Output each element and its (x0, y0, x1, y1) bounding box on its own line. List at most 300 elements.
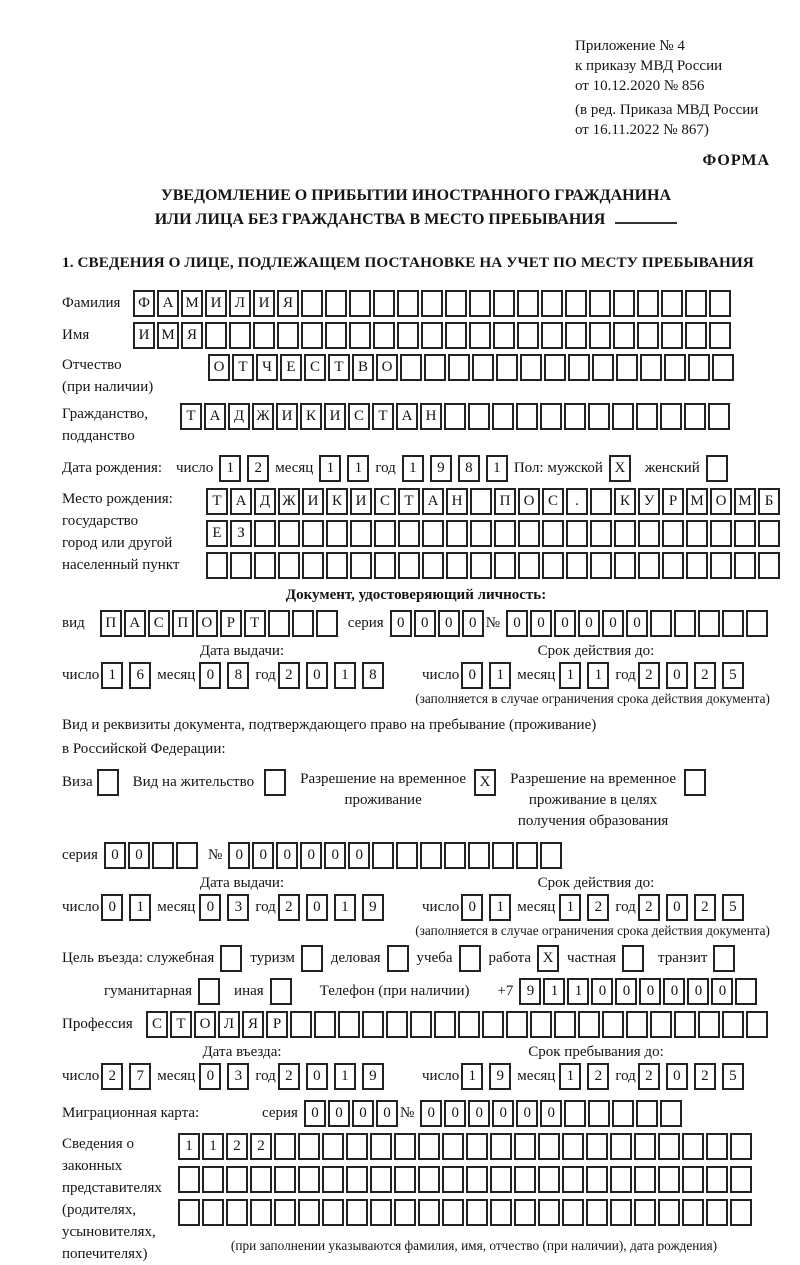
char-box[interactable]: Т (372, 403, 394, 430)
char-box[interactable] (661, 322, 683, 349)
char-box[interactable]: 1 (319, 455, 341, 482)
char-box[interactable] (638, 552, 660, 579)
other-purpose-checkbox[interactable] (270, 978, 292, 1005)
char-box[interactable] (97, 769, 119, 796)
transit-checkbox[interactable] (713, 945, 735, 972)
char-box[interactable]: 1 (587, 662, 609, 689)
char-box[interactable]: 1 (202, 1133, 224, 1160)
char-box[interactable] (586, 1166, 608, 1193)
char-box[interactable] (662, 520, 684, 547)
char-box[interactable] (516, 403, 538, 430)
char-box[interactable]: Ф (133, 290, 155, 317)
char-box[interactable] (314, 1011, 336, 1038)
char-box[interactable]: 9 (430, 455, 452, 482)
char-box[interactable] (709, 322, 731, 349)
char-box[interactable] (374, 520, 396, 547)
permit-issue-day-boxes[interactable] (101, 894, 157, 921)
char-box[interactable] (418, 1133, 440, 1160)
char-box[interactable] (400, 354, 422, 381)
char-box[interactable] (277, 322, 299, 349)
char-box[interactable]: А (230, 488, 252, 515)
char-box[interactable] (278, 552, 300, 579)
char-box[interactable] (394, 1199, 416, 1226)
char-box[interactable] (686, 520, 708, 547)
char-box[interactable] (613, 290, 635, 317)
char-box[interactable] (316, 610, 338, 637)
char-box[interactable] (442, 1166, 464, 1193)
char-box[interactable] (230, 552, 252, 579)
char-box[interactable]: 0 (300, 842, 322, 869)
char-box[interactable]: И (253, 290, 275, 317)
char-box[interactable]: 0 (639, 978, 661, 1005)
char-box[interactable]: . (566, 488, 588, 515)
sex-female-checkbox[interactable] (706, 455, 728, 482)
char-box[interactable] (178, 1166, 200, 1193)
char-box[interactable]: Т (328, 354, 350, 381)
char-box[interactable] (250, 1199, 272, 1226)
char-box[interactable]: 9 (362, 894, 384, 921)
char-box[interactable] (578, 1011, 600, 1038)
char-box[interactable]: 8 (227, 662, 249, 689)
char-box[interactable]: 1 (567, 978, 589, 1005)
permit-expiry-year-boxes[interactable] (638, 894, 750, 921)
char-box[interactable] (706, 1133, 728, 1160)
char-box[interactable] (713, 945, 735, 972)
temp-permit-checkbox[interactable] (474, 769, 496, 796)
char-box[interactable] (490, 1199, 512, 1226)
char-box[interactable] (542, 552, 564, 579)
char-box[interactable] (326, 552, 348, 579)
char-box[interactable] (746, 1011, 768, 1038)
char-box[interactable] (735, 978, 757, 1005)
char-box[interactable] (682, 1133, 704, 1160)
char-box[interactable] (640, 354, 662, 381)
char-box[interactable] (253, 322, 275, 349)
char-box[interactable]: Н (420, 403, 442, 430)
char-box[interactable]: К (326, 488, 348, 515)
char-box[interactable] (686, 552, 708, 579)
char-box[interactable] (274, 1133, 296, 1160)
patronymic-boxes[interactable] (208, 354, 736, 381)
char-box[interactable] (387, 945, 409, 972)
char-box[interactable]: 0 (444, 1100, 466, 1127)
birthplace-line2-boxes[interactable] (206, 520, 782, 547)
char-box[interactable]: X (474, 769, 496, 796)
doc-series-boxes[interactable] (390, 610, 486, 637)
char-box[interactable] (562, 1133, 584, 1160)
char-box[interactable]: З (230, 520, 252, 547)
char-box[interactable]: П (494, 488, 516, 515)
char-box[interactable]: 7 (129, 1063, 151, 1090)
char-box[interactable] (398, 552, 420, 579)
char-box[interactable]: 0 (626, 610, 648, 637)
char-box[interactable] (254, 520, 276, 547)
char-box[interactable] (758, 520, 780, 547)
char-box[interactable]: 0 (461, 894, 483, 921)
char-box[interactable] (410, 1011, 432, 1038)
permit-expiry-day-boxes[interactable] (461, 894, 517, 921)
char-box[interactable] (350, 520, 372, 547)
char-box[interactable] (612, 403, 634, 430)
char-box[interactable] (590, 552, 612, 579)
char-box[interactable] (325, 290, 347, 317)
char-box[interactable] (374, 552, 396, 579)
char-box[interactable] (469, 322, 491, 349)
char-box[interactable]: И (276, 403, 298, 430)
char-box[interactable]: Т (232, 354, 254, 381)
char-box[interactable] (589, 290, 611, 317)
doc-expiry-day-boxes[interactable] (461, 662, 517, 689)
char-box[interactable]: 2 (278, 894, 300, 921)
char-box[interactable]: Д (228, 403, 250, 430)
char-box[interactable] (350, 552, 372, 579)
char-box[interactable] (264, 769, 286, 796)
char-box[interactable]: Р (266, 1011, 288, 1038)
char-box[interactable] (698, 1011, 720, 1038)
char-box[interactable]: 0 (328, 1100, 350, 1127)
char-box[interactable]: 1 (334, 894, 356, 921)
entry-day-boxes[interactable] (101, 1063, 157, 1090)
char-box[interactable] (176, 842, 198, 869)
char-box[interactable] (637, 322, 659, 349)
char-box[interactable] (514, 1133, 536, 1160)
profession-boxes[interactable] (146, 1011, 770, 1038)
char-box[interactable]: 0 (666, 1063, 688, 1090)
permit-number-boxes[interactable] (228, 842, 564, 869)
char-box[interactable]: 0 (420, 1100, 442, 1127)
char-box[interactable] (710, 552, 732, 579)
char-box[interactable] (424, 354, 446, 381)
business-checkbox[interactable] (387, 945, 409, 972)
char-box[interactable] (270, 978, 292, 1005)
char-box[interactable] (422, 520, 444, 547)
char-box[interactable] (446, 552, 468, 579)
char-box[interactable] (445, 322, 467, 349)
char-box[interactable]: 2 (226, 1133, 248, 1160)
char-box[interactable] (394, 1166, 416, 1193)
char-box[interactable] (758, 552, 780, 579)
char-box[interactable] (370, 1166, 392, 1193)
char-box[interactable] (664, 354, 686, 381)
char-box[interactable]: Л (218, 1011, 240, 1038)
char-box[interactable] (610, 1133, 632, 1160)
private-checkbox[interactable] (622, 945, 644, 972)
char-box[interactable] (394, 1133, 416, 1160)
char-box[interactable] (372, 842, 394, 869)
char-box[interactable] (298, 1133, 320, 1160)
char-box[interactable]: И (302, 488, 324, 515)
char-box[interactable] (468, 842, 490, 869)
char-box[interactable]: С (348, 403, 370, 430)
char-box[interactable]: В (352, 354, 374, 381)
char-box[interactable]: 3 (227, 1063, 249, 1090)
char-box[interactable]: С (146, 1011, 168, 1038)
char-box[interactable] (706, 1166, 728, 1193)
char-box[interactable]: Я (277, 290, 299, 317)
char-box[interactable]: Ж (252, 403, 274, 430)
char-box[interactable] (706, 1199, 728, 1226)
char-box[interactable]: 0 (530, 610, 552, 637)
char-box[interactable] (541, 290, 563, 317)
char-box[interactable] (637, 290, 659, 317)
visa-checkbox[interactable] (97, 769, 119, 796)
char-box[interactable] (658, 1133, 680, 1160)
char-box[interactable]: Т (170, 1011, 192, 1038)
char-box[interactable]: 2 (694, 1063, 716, 1090)
char-box[interactable] (565, 290, 587, 317)
char-box[interactable] (422, 552, 444, 579)
char-box[interactable]: О (376, 354, 398, 381)
char-box[interactable]: А (396, 403, 418, 430)
humanitarian-checkbox[interactable] (198, 978, 220, 1005)
char-box[interactable]: И (350, 488, 372, 515)
char-box[interactable] (565, 322, 587, 349)
entry-month-boxes[interactable] (199, 1063, 255, 1090)
char-box[interactable]: 0 (199, 894, 221, 921)
char-box[interactable]: А (124, 610, 146, 637)
char-box[interactable] (650, 610, 672, 637)
char-box[interactable]: 0 (687, 978, 709, 1005)
char-box[interactable] (446, 520, 468, 547)
char-box[interactable]: 0 (199, 1063, 221, 1090)
char-box[interactable] (152, 842, 174, 869)
char-box[interactable]: М (157, 322, 179, 349)
char-box[interactable]: 9 (489, 1063, 511, 1090)
char-box[interactable]: О (208, 354, 230, 381)
char-box[interactable]: 1 (334, 1063, 356, 1090)
char-box[interactable]: 3 (227, 894, 249, 921)
char-box[interactable]: 0 (390, 610, 412, 637)
char-box[interactable] (202, 1166, 224, 1193)
char-box[interactable] (274, 1199, 296, 1226)
char-box[interactable]: 0 (461, 662, 483, 689)
doc-number-boxes[interactable] (506, 610, 770, 637)
char-box[interactable]: 0 (438, 610, 460, 637)
char-box[interactable]: Е (206, 520, 228, 547)
char-box[interactable] (301, 945, 323, 972)
doc-issue-year-boxes[interactable] (278, 662, 390, 689)
char-box[interactable] (538, 1199, 560, 1226)
char-box[interactable] (682, 1166, 704, 1193)
char-box[interactable] (274, 1166, 296, 1193)
birth-day-boxes[interactable] (219, 455, 275, 482)
char-box[interactable] (506, 1011, 528, 1038)
char-box[interactable] (420, 842, 442, 869)
char-box[interactable]: 0 (462, 610, 484, 637)
char-box[interactable] (674, 610, 696, 637)
char-box[interactable]: 2 (250, 1133, 272, 1160)
char-box[interactable] (268, 610, 290, 637)
char-box[interactable] (459, 945, 481, 972)
char-box[interactable]: 1 (219, 455, 241, 482)
char-box[interactable]: И (205, 290, 227, 317)
char-box[interactable] (325, 322, 347, 349)
char-box[interactable] (466, 1199, 488, 1226)
char-box[interactable] (514, 1166, 536, 1193)
doc-issue-day-boxes[interactable] (101, 662, 157, 689)
char-box[interactable]: О (194, 1011, 216, 1038)
char-box[interactable]: У (638, 488, 660, 515)
char-box[interactable] (468, 403, 490, 430)
char-box[interactable] (674, 1011, 696, 1038)
char-box[interactable] (370, 1199, 392, 1226)
char-box[interactable] (434, 1011, 456, 1038)
char-box[interactable]: 0 (468, 1100, 490, 1127)
char-box[interactable] (206, 552, 228, 579)
char-box[interactable]: 2 (638, 662, 660, 689)
char-box[interactable] (202, 1199, 224, 1226)
birthplace-line3-boxes[interactable] (206, 552, 782, 579)
char-box[interactable] (684, 403, 706, 430)
char-box[interactable] (706, 455, 728, 482)
char-box[interactable] (517, 322, 539, 349)
char-box[interactable]: 1 (486, 455, 508, 482)
char-box[interactable] (588, 403, 610, 430)
char-box[interactable]: Ж (278, 488, 300, 515)
char-box[interactable]: М (686, 488, 708, 515)
char-box[interactable] (554, 1011, 576, 1038)
stay-year-boxes[interactable] (638, 1063, 750, 1090)
char-box[interactable] (658, 1166, 680, 1193)
char-box[interactable]: 0 (104, 842, 126, 869)
char-box[interactable]: 5 (722, 1063, 744, 1090)
char-box[interactable]: Б (758, 488, 780, 515)
char-box[interactable] (708, 403, 730, 430)
sex-male-checkbox[interactable] (609, 455, 631, 482)
char-box[interactable] (349, 290, 371, 317)
char-box[interactable]: 0 (615, 978, 637, 1005)
char-box[interactable] (586, 1199, 608, 1226)
char-box[interactable] (466, 1166, 488, 1193)
char-box[interactable] (445, 290, 467, 317)
char-box[interactable]: 1 (559, 1063, 581, 1090)
char-box[interactable]: 1 (402, 455, 424, 482)
char-box[interactable] (634, 1199, 656, 1226)
char-box[interactable] (493, 322, 515, 349)
char-box[interactable]: 0 (306, 1063, 328, 1090)
permit-series-boxes[interactable] (104, 842, 200, 869)
char-box[interactable]: 0 (554, 610, 576, 637)
char-box[interactable]: 0 (128, 842, 150, 869)
birth-year-boxes[interactable] (402, 455, 514, 482)
char-box[interactable] (338, 1011, 360, 1038)
stay-month-boxes[interactable] (559, 1063, 615, 1090)
char-box[interactable]: П (172, 610, 194, 637)
char-box[interactable] (301, 322, 323, 349)
entry-year-boxes[interactable] (278, 1063, 390, 1090)
char-box[interactable] (709, 290, 731, 317)
char-box[interactable]: 8 (458, 455, 480, 482)
char-box[interactable]: 1 (347, 455, 369, 482)
char-box[interactable]: 2 (638, 894, 660, 921)
char-box[interactable] (421, 322, 443, 349)
char-box[interactable] (538, 1133, 560, 1160)
char-box[interactable]: О (196, 610, 218, 637)
char-box[interactable]: 0 (352, 1100, 374, 1127)
char-box[interactable]: 0 (602, 610, 624, 637)
char-box[interactable]: О (710, 488, 732, 515)
char-box[interactable] (568, 354, 590, 381)
char-box[interactable] (397, 290, 419, 317)
char-box[interactable] (638, 520, 660, 547)
char-box[interactable] (746, 610, 768, 637)
char-box[interactable] (614, 552, 636, 579)
char-box[interactable]: 0 (304, 1100, 326, 1127)
char-box[interactable]: 2 (278, 662, 300, 689)
char-box[interactable]: 9 (519, 978, 541, 1005)
char-box[interactable] (494, 552, 516, 579)
char-box[interactable]: 2 (101, 1063, 123, 1090)
doc-issue-month-boxes[interactable] (199, 662, 255, 689)
char-box[interactable] (540, 403, 562, 430)
char-box[interactable]: Л (229, 290, 251, 317)
given-name-boxes[interactable] (133, 322, 733, 349)
char-box[interactable] (612, 1100, 634, 1127)
char-box[interactable] (278, 520, 300, 547)
char-box[interactable]: Е (280, 354, 302, 381)
char-box[interactable] (662, 552, 684, 579)
char-box[interactable]: 0 (376, 1100, 398, 1127)
char-box[interactable]: 0 (228, 842, 250, 869)
char-box[interactable] (220, 945, 242, 972)
char-box[interactable] (520, 354, 542, 381)
char-box[interactable] (292, 610, 314, 637)
char-box[interactable]: 1 (461, 1063, 483, 1090)
char-box[interactable] (442, 1133, 464, 1160)
migr-number-boxes[interactable] (420, 1100, 684, 1127)
char-box[interactable] (444, 842, 466, 869)
char-box[interactable]: 1 (178, 1133, 200, 1160)
char-box[interactable]: 6 (129, 662, 151, 689)
char-box[interactable]: 1 (559, 894, 581, 921)
char-box[interactable]: 5 (722, 894, 744, 921)
char-box[interactable] (541, 322, 563, 349)
char-box[interactable] (613, 322, 635, 349)
char-box[interactable] (518, 520, 540, 547)
char-box[interactable]: 2 (247, 455, 269, 482)
char-box[interactable] (370, 1133, 392, 1160)
char-box[interactable]: 1 (489, 662, 511, 689)
char-box[interactable] (482, 1011, 504, 1038)
char-box[interactable] (490, 1133, 512, 1160)
char-box[interactable]: Т (398, 488, 420, 515)
char-box[interactable] (661, 290, 683, 317)
char-box[interactable] (610, 1166, 632, 1193)
char-box[interactable] (226, 1166, 248, 1193)
char-box[interactable] (492, 842, 514, 869)
char-box[interactable]: 2 (587, 1063, 609, 1090)
residence-permit-checkbox[interactable] (264, 769, 286, 796)
char-box[interactable] (298, 1199, 320, 1226)
permit-expiry-month-boxes[interactable] (559, 894, 615, 921)
char-box[interactable]: Ч (256, 354, 278, 381)
char-box[interactable] (250, 1166, 272, 1193)
char-box[interactable] (734, 520, 756, 547)
doc-type-boxes[interactable] (100, 610, 340, 637)
char-box[interactable]: 8 (362, 662, 384, 689)
char-box[interactable]: 0 (414, 610, 436, 637)
char-box[interactable] (590, 488, 612, 515)
birthplace-line1-boxes[interactable] (206, 488, 782, 515)
char-box[interactable] (566, 520, 588, 547)
char-box[interactable] (685, 322, 707, 349)
char-box[interactable] (730, 1199, 752, 1226)
char-box[interactable]: X (609, 455, 631, 482)
char-box[interactable] (698, 610, 720, 637)
char-box[interactable]: 0 (199, 662, 221, 689)
guardians-line3-boxes[interactable] (178, 1199, 754, 1226)
char-box[interactable]: 0 (540, 1100, 562, 1127)
